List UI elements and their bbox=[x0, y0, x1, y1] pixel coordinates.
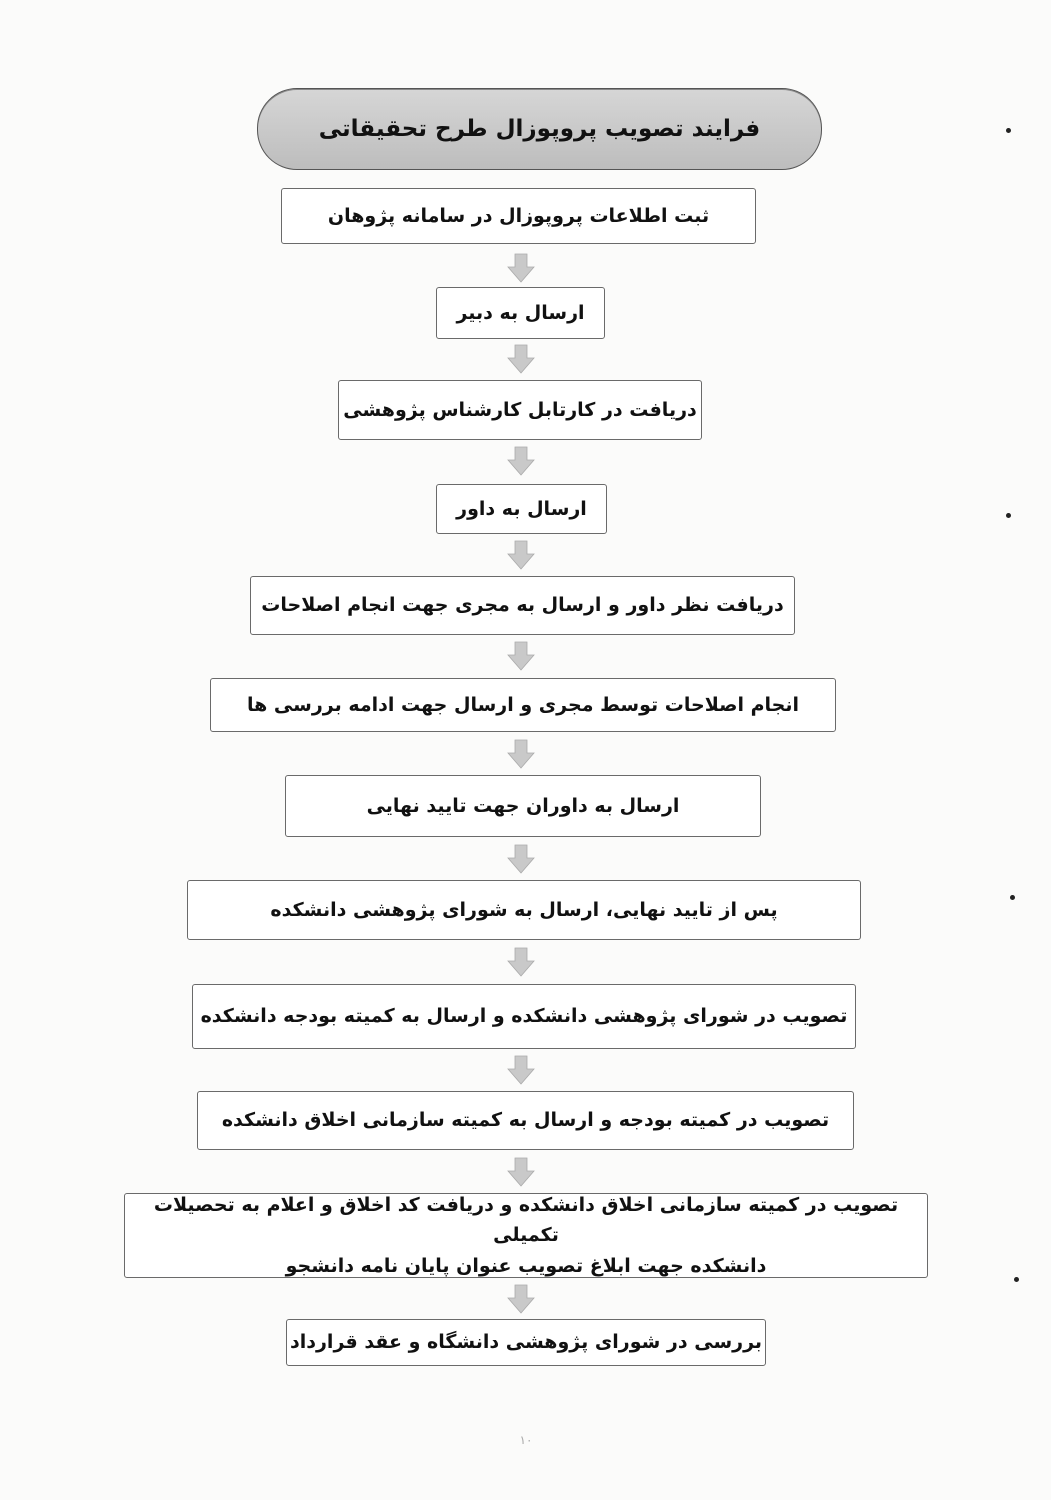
arrow-down-icon bbox=[506, 844, 536, 874]
arrow-down-icon bbox=[506, 446, 536, 476]
step-5-text: دریافت نظر داور و ارسال به مجری جهت انجام اصلاحات bbox=[261, 594, 784, 617]
step-6-apply-revisions bbox=[210, 678, 836, 732]
margin-dot bbox=[1014, 1277, 1019, 1282]
step-1-text: ثبت اطلاعات پروپوزال در سامانه پژوهان bbox=[327, 204, 710, 227]
step-1-register-proposal bbox=[281, 188, 756, 244]
step-5-reviewer-feedback bbox=[250, 576, 795, 635]
step-7-text: ارسال به داوران جهت تایید نهایی bbox=[366, 794, 680, 817]
step-10-ethics-committee bbox=[197, 1091, 854, 1150]
step-4-text: ارسال به داور bbox=[456, 497, 587, 520]
arrow-down-icon bbox=[506, 540, 536, 570]
page-number: ۱۰ bbox=[519, 1433, 533, 1447]
step-3-text: دریافت در کارتابل کارشناس پژوهشی bbox=[343, 398, 697, 421]
flowchart-title-text: فرایند تصویب پروپوزال طرح تحقیقاتی bbox=[318, 116, 761, 142]
step-12-text: بررسی در شورای پژوهشی دانشگاه و عقد قرارداد bbox=[289, 1331, 763, 1354]
step-11-text-line-2: دانشکده جهت ابلاغ تصویب عنوان پایان نامه دانشجو bbox=[285, 1254, 767, 1277]
step-12-university-council-contract bbox=[286, 1319, 766, 1366]
step-8-text: پس از تایید نهایی، ارسال به شورای پژوهشی دانشکده bbox=[270, 898, 778, 921]
margin-dot bbox=[1006, 513, 1011, 518]
step-10-text: تصویب در کمیته بودجه و ارسال به کمیته سازمانی اخلاق دانشکده bbox=[221, 1109, 830, 1132]
arrow-down-icon bbox=[506, 253, 536, 283]
margin-dot bbox=[1010, 895, 1015, 900]
step-3-research-expert-inbox bbox=[338, 380, 702, 440]
arrow-down-icon bbox=[506, 1055, 536, 1085]
step-9-budget-committee bbox=[192, 984, 856, 1049]
step-11-text-line-1: تصویب در کمیته سازمانی اخلاق دانشکده و دریافت کد اخلاق و اعلام به تحصیلات تکمیلی bbox=[153, 1193, 899, 1247]
arrow-down-icon bbox=[506, 641, 536, 671]
arrow-down-icon bbox=[506, 739, 536, 769]
step-11-ethics-code-graduate-studies bbox=[124, 1193, 928, 1278]
flowchart-title bbox=[257, 88, 822, 170]
arrow-down-icon bbox=[506, 1157, 536, 1187]
step-4-send-to-reviewer bbox=[436, 484, 607, 534]
arrow-down-icon bbox=[506, 947, 536, 977]
step-9-text: تصویب در شورای پژوهشی دانشکده و ارسال به کمیته بودجه دانشکده bbox=[200, 1005, 848, 1028]
step-2-send-to-secretary bbox=[436, 287, 605, 339]
arrow-down-icon bbox=[506, 344, 536, 374]
step-6-text: انجام اصلاحات توسط مجری و ارسال جهت ادامه بررسی ها bbox=[247, 693, 800, 716]
margin-dot bbox=[1006, 128, 1011, 133]
step-2-text: ارسال به دبیر bbox=[456, 301, 585, 324]
step-8-faculty-research-council bbox=[187, 880, 861, 940]
step-7-final-approval-review bbox=[285, 775, 761, 837]
arrow-down-icon bbox=[506, 1284, 536, 1314]
